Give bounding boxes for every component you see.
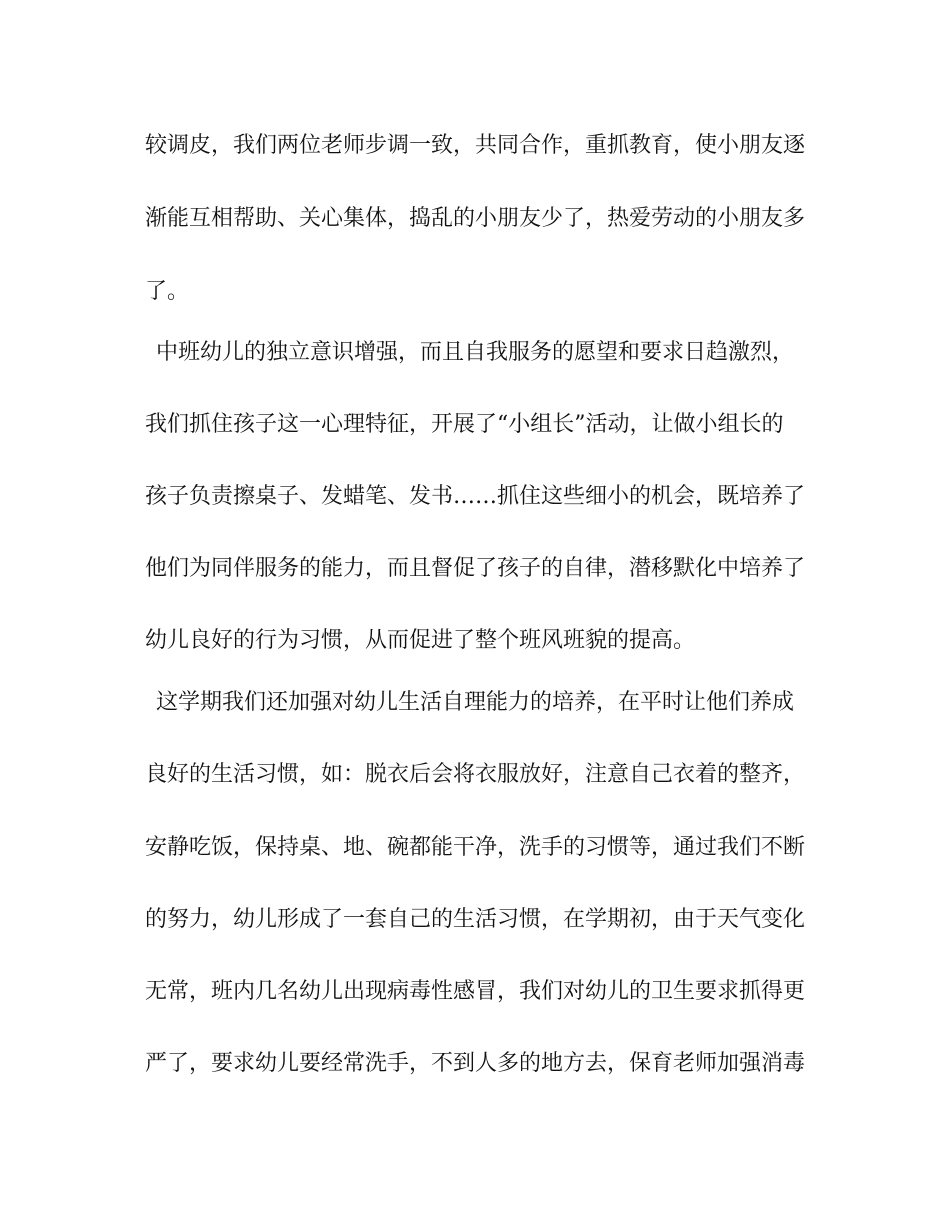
text-line: 无常，班内几名幼儿出现病毒性感冒，我们对幼儿的卫生要求抓得更: [145, 979, 805, 1004]
text-line: 较调皮，我们两位老师步调一致，共同合作，重抓教育，使小朋友逐: [145, 133, 805, 158]
text-line: 的努力，幼儿形成了一套自己的生活习惯，在学期初，由于天气变化: [145, 907, 805, 932]
paragraph-start-line: 中班幼儿的独立意识增强，而且自我服务的愿望和要求日趋激烈，: [156, 340, 795, 365]
paragraph-start-line: 这学期我们还加强对幼儿生活自理能力的培养，在平时让他们养成: [156, 690, 795, 715]
text-line: 渐能互相帮助、关心集体，捣乱的小朋友少了，热爱劳动的小朋友多: [145, 206, 805, 231]
text-line: 幼儿良好的行为习惯，从而促进了整个班风班貌的提高。: [145, 628, 696, 653]
text-line: 我们抓住孩子这一心理特征，开展了“小组长”活动，让做小组长的: [145, 412, 784, 437]
text-line: 了。: [145, 279, 190, 304]
text-line: 他们为同伴服务的能力，而且督促了孩子的自律，潜移默化中培养了: [145, 556, 805, 581]
text-line: 良好的生活习惯，如：脱衣后会将衣服放好，注意自己衣着的整齐，: [145, 762, 805, 787]
text-line: 安静吃饭，保持桌、地、碗都能干净，洗手的习惯等，通过我们不断: [145, 835, 805, 860]
text-line: 严了，要求幼儿要经常洗手，不到人多的地方去，保育老师加强消毒: [145, 1051, 805, 1076]
text-line: 孩子负责擦桌子、发蜡笔、发书……抓住这些细小的机会，既培养了: [145, 484, 805, 509]
